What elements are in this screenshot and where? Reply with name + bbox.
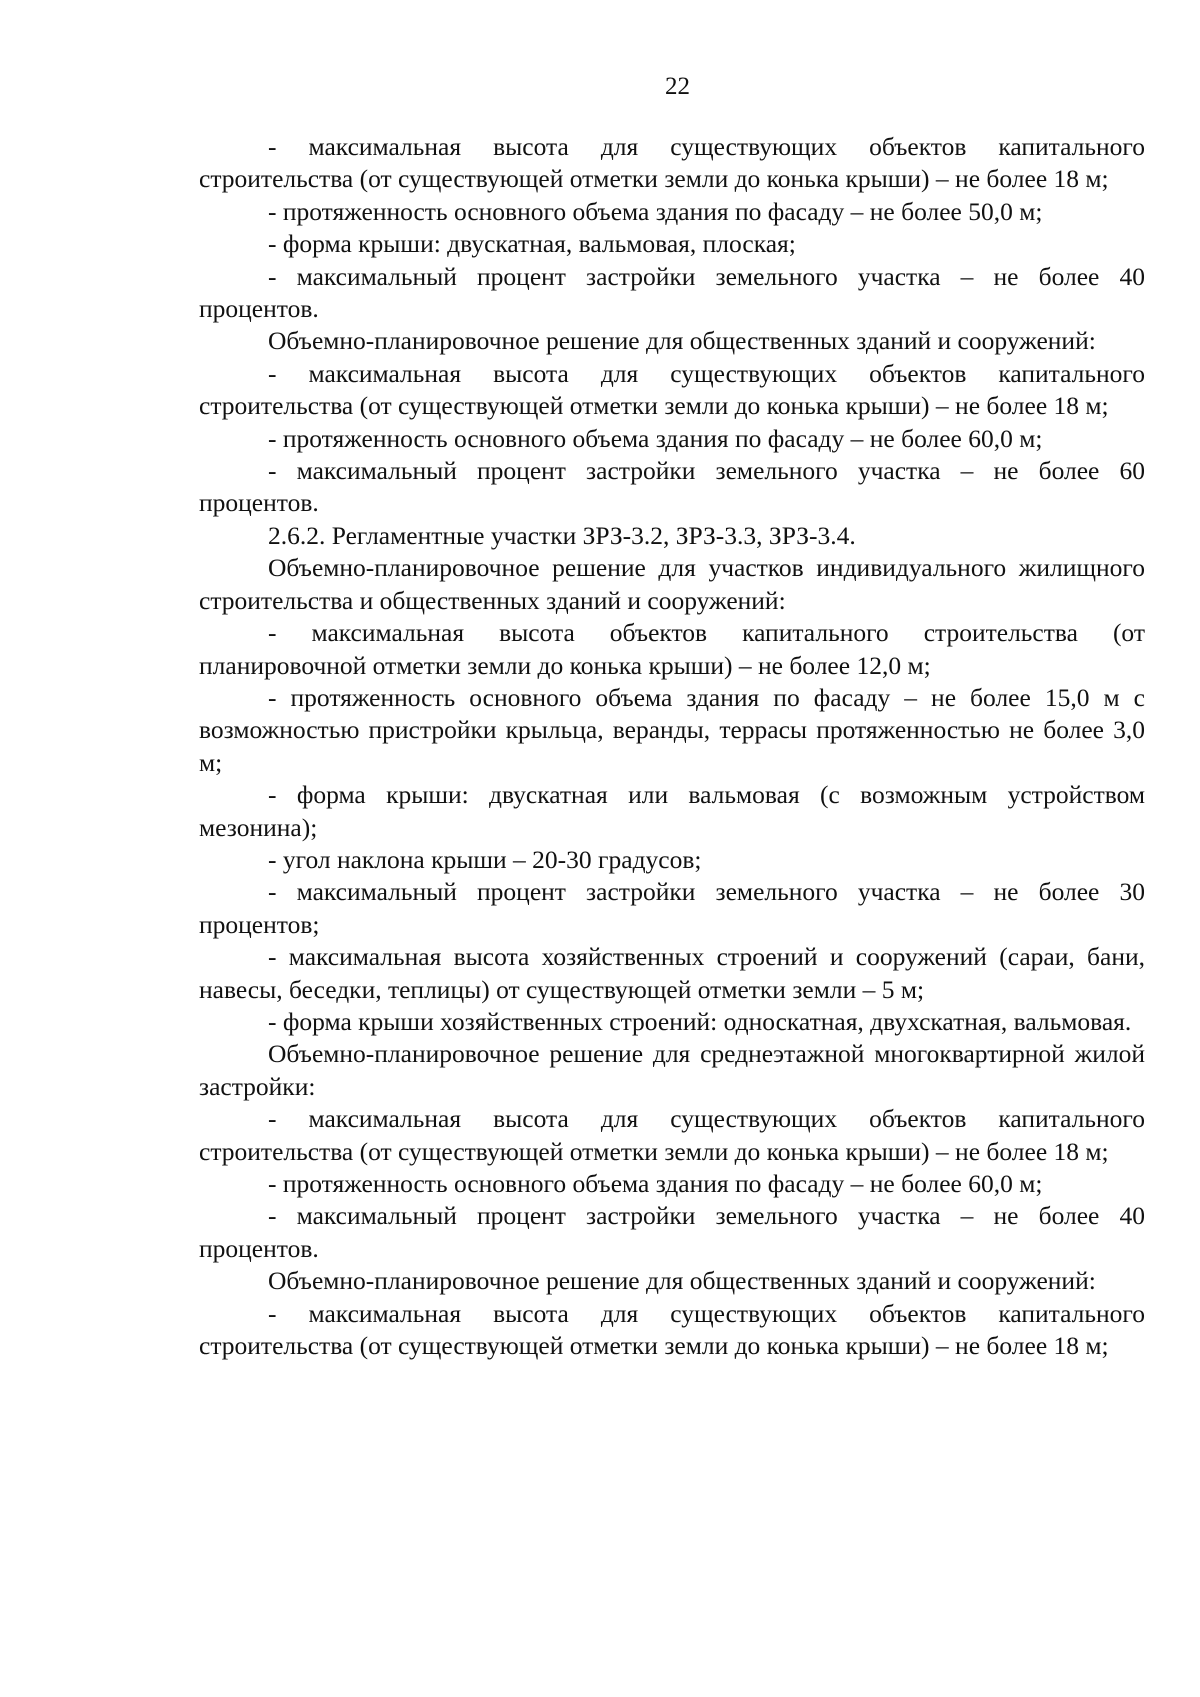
paragraph-10: Объемно-планировочное решение для участков индивидуального жилищного строительства и общественных зданий и сооружений: bbox=[199, 553, 1145, 615]
paragraph-8: - максимальный процент застройки земельного участка – не более 60 процентов. bbox=[199, 456, 1145, 518]
paragraph-6: - максимальная высота для существующих объектов капитального строительства (от существующей отметки земли до конька крыши) – не более 18 м; bbox=[199, 358, 1145, 421]
paragraph-15: - максимальный процент застройки земельного участка – не более 30 процентов; bbox=[199, 877, 1145, 939]
paragraph-4: - максимальный процент застройки земельного участка – не более 40 процентов. bbox=[199, 261, 1145, 324]
paragraph-12: - протяженность основного объема здания по фасаду – не более 15,0 м с возможностью пристройки крыльца, веранды, террасы протяженностью не более 3,0 м; bbox=[199, 682, 1145, 777]
paragraph-1: - максимальная высота для существующих объектов капитального строительства (от существующей отметки земли до конька крыши) – не более 18 м; bbox=[199, 132, 1145, 194]
paragraph-3: - форма крыши: двускатная, вальмовая, плоская; bbox=[268, 229, 796, 259]
paragraph-2: - протяженность основного объема здания по фасаду – не более 50,0 м; bbox=[268, 196, 1043, 226]
paragraph-5: Объемно-планировочное решение для общественных зданий и сооружений: bbox=[268, 326, 1096, 356]
document-body bbox=[199, 131, 1145, 1362]
paragraph-11: - максимальная высота объектов капитального строительства (от планировочной отметки земли до конька крыши) – не более 12,0 м; bbox=[199, 618, 1145, 680]
page-number: 22 bbox=[665, 73, 690, 100]
paragraph-23: - максимальная высота для существующих объектов капитального строительства (от существующей отметки земли до конька крыши) – не более 18 м; bbox=[199, 1298, 1145, 1361]
paragraph-20: - протяженность основного объема здания по фасаду – не более 60,0 м; bbox=[268, 1169, 1043, 1198]
paragraph-18: Объемно-планировочное решение для среднеэтажной многоквартирной жилой застройки: bbox=[199, 1039, 1145, 1101]
paragraph-7: - протяженность основного объема здания по фасаду – не более 60,0 м; bbox=[268, 423, 1043, 453]
paragraph-9: 2.6.2. Регламентные участки ЗРЗ-3.2, ЗРЗ-3.3, ЗРЗ-3.4. bbox=[268, 520, 856, 550]
paragraph-14: - угол наклона крыши – 20-30 градусов; bbox=[268, 844, 702, 874]
paragraph-19: - максимальная высота для существующих объектов капитального строительства (от существующей отметки земли до конька крыши) – не более 18 м; bbox=[199, 1104, 1145, 1166]
paragraph-22: Объемно-планировочное решение для общественных зданий и сооружений: bbox=[268, 1266, 1096, 1296]
paragraph-13: - форма крыши: двускатная или вальмовая (с возможным устройством мезонина); bbox=[199, 780, 1145, 842]
paragraph-21: - максимальный процент застройки земельного участка – не более 40 процентов. bbox=[199, 1201, 1145, 1263]
paragraph-17: - форма крыши хозяйственных строений: односкатная, двухскатная, вальмовая. bbox=[268, 1006, 1132, 1036]
paragraph-16: - максимальная высота хозяйственных строений и сооружений (сараи, бани, навесы, беседки, теплицы) от существующей отметки земли – 5 м; bbox=[199, 942, 1145, 1004]
